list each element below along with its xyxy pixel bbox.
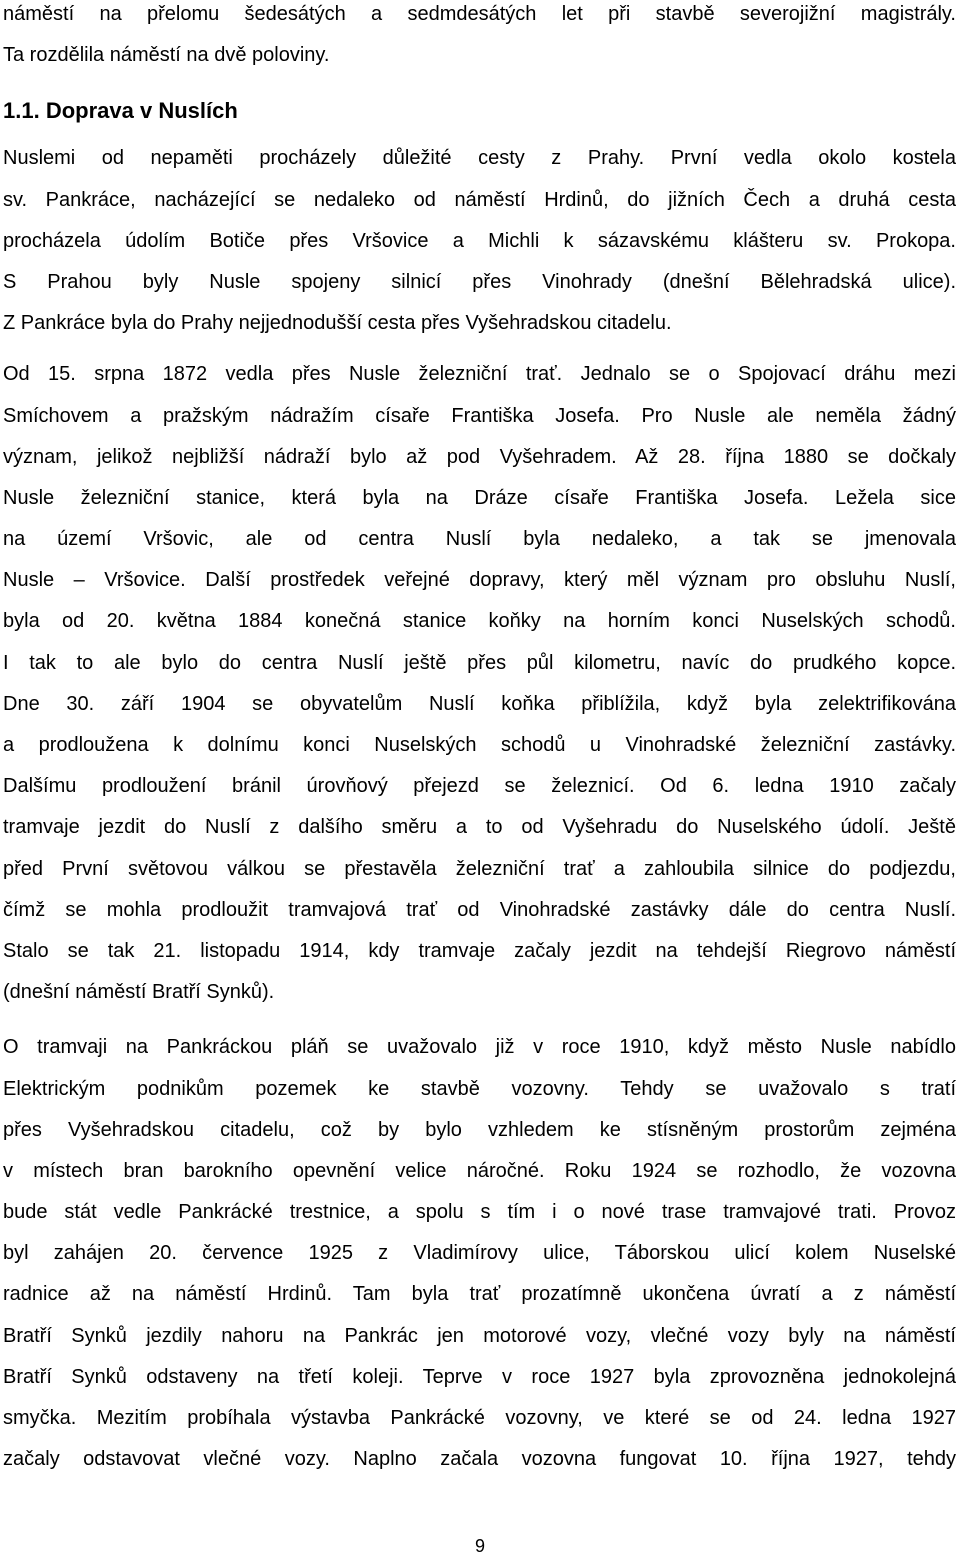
text-line: Dne 30. září 1904 se obyvatelům Nuslí koňka přiblížila, když byla zelektrifikována: [3, 692, 956, 715]
text-line: náměstí na přelomu šedesátých a sedmdesátých let při stavbě severojižní magistrály.: [3, 3, 956, 25]
text-line: procházela údolím Botiče přes Vršovice a Michli k sázavskému klášteru sv. Prokopa.: [3, 229, 956, 252]
text-line: Nuslemi od nepaměti procházely důležité cesty z Prahy. První vedla okolo kostela: [3, 147, 956, 170]
text-line: bude stát vedle Pankrácké trestnice, a spolu s tím i o nové trase tramvajové trati. Provoz: [3, 1201, 956, 1224]
text-line: Bratří Synků odstaveny na třetí koleji. Teprve v roce 1927 byla zprovozněna jednokolejná: [3, 1365, 956, 1388]
paragraph-spacer: [3, 344, 956, 354]
text-line: Nusle železniční stanice, která byla na Dráze císaře Františka Josefa. Ležela sice: [3, 486, 956, 509]
text-line: Smíchovem a pražským nádražím císaře Františka Josefa. Pro Nusle ale neměla žádný: [3, 404, 956, 427]
text-line: tramvaje jezdit do Nuslí z dalšího směru a to od Vyšehradu do Nuselského údolí. Ještě: [3, 816, 956, 839]
section-heading: [3, 88, 956, 134]
text-line: význam, jelikož nejbližší nádraží bylo až pod Vyšehradem. Až 28. října 1880 se dočkaly: [3, 445, 956, 468]
text-line: O tramvaji na Pankráckou pláň se uvažovalo již v roce 1910, když město Nusle nabídlo: [3, 1036, 956, 1059]
text-line: byl zahájen 20. července 1925 z Vladimírovy ulice, Táborskou ulicí kolem Nuselské: [3, 1242, 956, 1265]
text-line: Ta rozdělila náměstí na dvě poloviny.: [3, 44, 330, 67]
text-line: před První světovou válkou se přestavěla železniční trať a zahloubila silnice do podjezdu,: [3, 857, 956, 880]
page-number: 9: [474, 1536, 485, 1556]
text-line: Stalo se tak 21. listopadu 1914, kdy tramvaje začaly jezdit na tehdejší Riegrovo náměstí: [3, 939, 956, 962]
text-line: smyčka. Mezitím probíhala výstavba Pankrácké vozovny, ve které se od 24. ledna 1927: [3, 1407, 956, 1429]
text-line: (dnešní náměstí Bratří Synků).: [3, 981, 275, 1004]
text-line: Dalšímu prodloužení bránil úrovňový přejezd se železnicí. Od 6. ledna 1910 začaly: [3, 775, 956, 798]
text-line: Od 15. srpna 1872 vedla přes Nusle železniční trať. Jednalo se o Spojovací dráhu mezi: [3, 363, 956, 386]
text-line: sv. Pankráce, nacházející se nedaleko od náměstí Hrdinů, do jižních Čech a druhá cesta: [3, 188, 956, 211]
intro-paragraph: [3, 0, 956, 76]
text-line: v místech bran barokního opevnění velice náročné. Roku 1924 se rozhodlo, že vozovna: [3, 1159, 956, 1182]
text-line: Nusle – Vršovice. Další prostředek veřejné dopravy, který měl význam pro obsluhu Nuslí,: [3, 569, 956, 592]
paragraph-2: [3, 354, 956, 1013]
text-line: na území Vršovic, ale od centra Nuslí byla nedaleko, a tak se jmenovala: [3, 528, 956, 551]
text-line: S Prahou byly Nusle spojeny silnicí přes Vinohrady (dnešní Bělehradská ulice).: [3, 270, 956, 293]
text-line: Bratří Synků jezdily nahoru na Pankrác jen motorové vozy, vlečné vozy byly na náměstí: [3, 1324, 956, 1347]
document-page: [3, 0, 956, 1480]
text-line: a prodloužena k dolnímu konci Nuselských schodů u Vinohradské železniční zastávky.: [3, 734, 956, 756]
section-title: Doprava v Nuslích: [45, 98, 238, 124]
text-line: I tak to ale bylo do centra Nuslí ještě přes půl kilometru, navíc do prudkého kopce.: [3, 651, 956, 674]
text-line: Z Pankráce byla do Prahy nejjednodušší cesta přes Vyšehradskou citadelu.: [3, 312, 672, 335]
paragraph-3: [3, 1027, 956, 1480]
text-line: čímž se mohla prodloužit tramvajová trať od Vinohradské zastávky dále do centra Nuslí.: [3, 898, 956, 921]
text-line: přes Vyšehradskou citadelu, což by bylo vzhledem ke stísněným prostorům zejména: [3, 1118, 956, 1141]
section-number: 1.1.: [3, 98, 40, 124]
text-line: Elektrickým podnikům pozemek ke stavbě vozovny. Tehdy se uvažovalo s tratí: [3, 1077, 956, 1100]
paragraph-spacer: [3, 1013, 956, 1027]
text-line: byla od 20. května 1884 konečná stanice koňky na horním konci Nuselských schodů.: [3, 610, 956, 633]
text-line: radnice až na náměstí Hrdinů. Tam byla trať prozatímně ukončena úvratí a z náměstí: [3, 1283, 956, 1306]
text-line: začaly odstavovat vlečné vozy. Naplno začala vozovna fungovat 10. října 1927, tehdy: [3, 1448, 956, 1471]
paragraph-1: [3, 138, 956, 344]
